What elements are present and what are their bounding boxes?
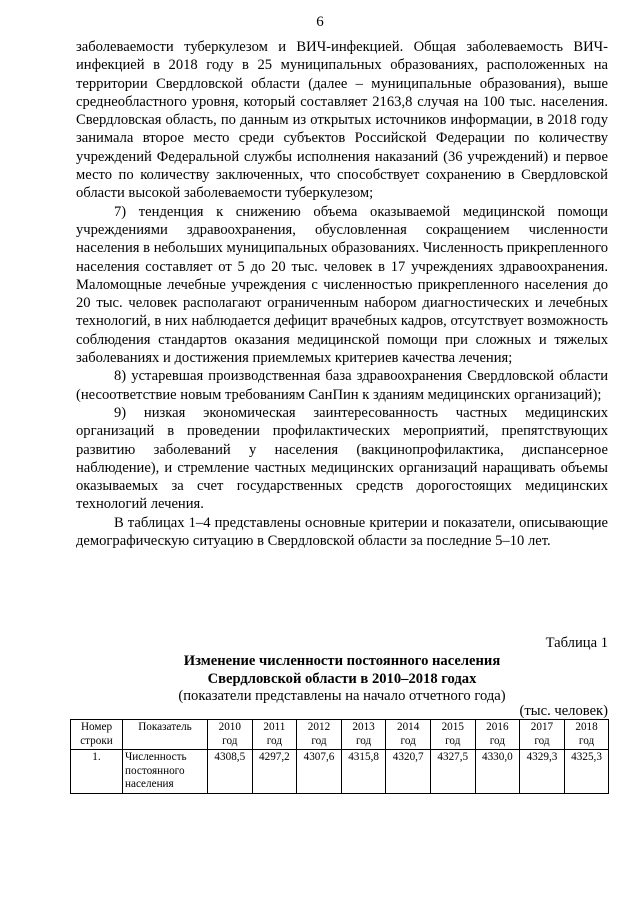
- paragraph-item-8: 8) устаревшая производственная база здравоохранения Свердловской области (несоответствие новым требованиям СанПин к зданиям медицинских организаций);: [76, 368, 608, 403]
- table-title-line2: Свердловской области в 2010–2018 годах: [207, 670, 477, 687]
- value-cell: 4307,6: [297, 750, 342, 794]
- body-text: [76, 38, 608, 550]
- table-subtitle: (показатели представлены на начало отчетного года): [178, 688, 506, 704]
- value-cell: 4320,7: [386, 750, 431, 794]
- table-header-row: [71, 720, 609, 750]
- table-title-line1: Изменение численности постоянного населения: [183, 653, 501, 669]
- paragraph-tables-intro: В таблицах 1–4 представлены основные критерии и показатели, описывающие демографическую ситуацию в Свердловской области за последние 5–10 лет.: [76, 514, 608, 550]
- header-indicator: Показатель: [123, 720, 208, 750]
- table-title: [76, 653, 608, 706]
- paragraph-item-9: 9) низкая экономическая заинтересованность частных медицинских организаций в проведении профилактических мероприятий, препятствующих развитию заболеваний у населения (вакцинопрофилактика, диспансерное наблюдение), и стремление частных медицинских организаций наращивать объемы оказываемых за счет государственных средств дорогостоящих медицинских технологий лечения.: [76, 404, 608, 513]
- header-year: 2012 год: [297, 720, 342, 750]
- header-year: 2014 год: [386, 720, 431, 750]
- header-year: 2011 год: [252, 720, 297, 750]
- header-year: 2018 год: [564, 720, 609, 750]
- value-cell: 4325,3: [564, 750, 609, 794]
- value-cell: 4308,5: [208, 750, 253, 794]
- table-units: (тыс. человек): [519, 703, 608, 719]
- population-table: [70, 719, 609, 794]
- header-year: 2015 год: [430, 720, 475, 750]
- header-row-number: Номер строки: [71, 720, 123, 750]
- row-number-cell: 1.: [71, 750, 123, 794]
- paragraph-continuation: заболеваемости туберкулезом и ВИЧ-инфекцией. Общая заболеваемость ВИЧ-инфекцией в 2018 году в 25 муниципальных образованиях, расположенных на территории Свердловской области (далее – муниципальные образования), выше среднеобластного уровня, который составляет 2163,8 случая на 100 тыс. населения. Свердловская область, по данным из открытых источников информации, в 2018 году занимала второе место среди субъектов Российской Федерации по количеству учреждений Федеральной службы исполнения наказаний (36 учреждений) и первое место по количеству заключенных, что способствует сохранению в Свердловской области высокой заболеваемости туберкулезом;: [76, 39, 608, 202]
- value-cell: 4327,5: [430, 750, 475, 794]
- table-row: [71, 750, 609, 794]
- value-cell: 4315,8: [341, 750, 386, 794]
- header-year: 2017 год: [520, 720, 565, 750]
- table-label: Таблица 1: [545, 635, 608, 651]
- page-number: 6: [316, 14, 324, 30]
- header-year: 2013 год: [341, 720, 386, 750]
- indicator-cell: Численность постоянного населения: [123, 750, 208, 794]
- header-year: 2010 год: [208, 720, 253, 750]
- value-cell: 4329,3: [520, 750, 565, 794]
- value-cell: 4330,0: [475, 750, 520, 794]
- paragraph-item-7: 7) тенденция к снижению объема оказываемой медицинской помощи учреждениями здравоохранения, обусловленная сокращением численности населения в небольших муниципальных образованиях. Численность прикрепленного населения составляет от 5 до 20 тыс. человек в 17 учреждениях здравоохранения. Маломощные лечебные учреждения с численностью прикрепленного населения до 20 тыс. человек располагают ограниченным набором диагностических и лечебных технологий, в них наблюдается дефицит врачебных кадров, отсутствует возможность соблюдения стандартов оказания медицинской помощи при сложных и тяжелых заболеваниях и достижения приемлемых критериев качества лечения;: [76, 203, 608, 367]
- header-year: 2016 год: [475, 720, 520, 750]
- value-cell: 4297,2: [252, 750, 297, 794]
